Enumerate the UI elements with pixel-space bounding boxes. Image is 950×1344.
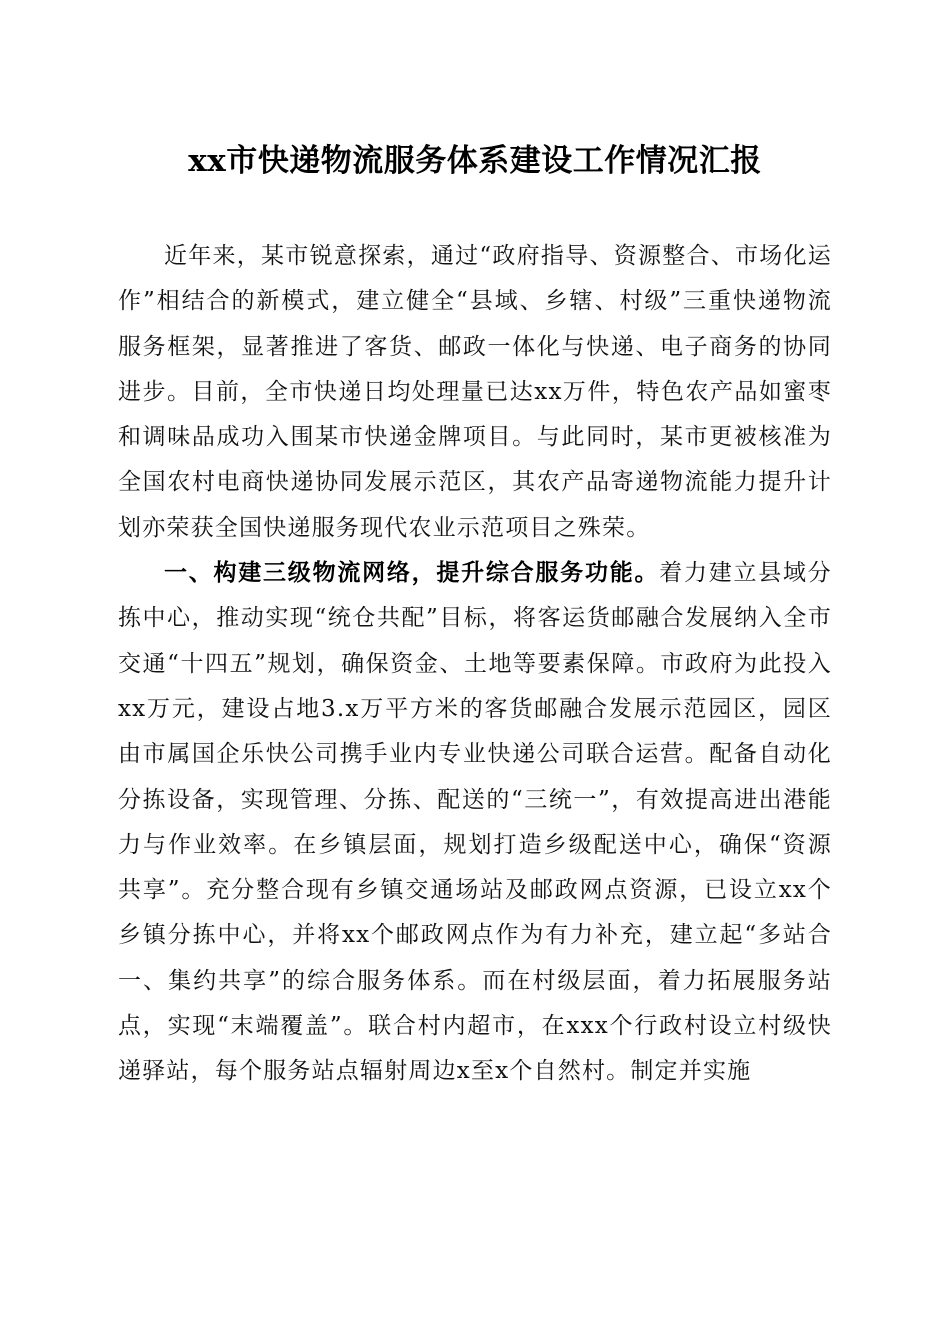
- document-body: [118, 234, 832, 1095]
- paragraph-intro: [118, 234, 832, 551]
- document-title: xx市快递物流服务体系建设工作情况汇报: [188, 143, 762, 179]
- section-one-text: 着力建立县域分拣中心，推动实现“统仓共配”目标，将客运货邮融合发展纳入全市交通“十四五”规划，确保资金、土地等要素保障。市政府为此投入xx万元，建设占地3.x万平方米的客货邮融合发展示范园区，园区由市属国企乐快公司携手业内专业快递公司联合运营。配备自动化分拣设备，实现管理、分拣、配送的“三统一”，有效提高进出港能力与作业效率。在乡镇层面，规划打造乡级配送中心，确保“资源共享”。充分整合现有乡镇交通场站及邮政网点资源，已设立xx个乡镇分拣中心，并将xx个邮政网点作为有力补充，建立起“多站合一、集约共享”的综合服务体系。而在村级层面，着力拓展服务站点，实现“末端覆盖”。联合村内超市，在xxx个行政村设立村级快递驿站，每个服务站点辐射周边x至x个自然村。制定并实施: [118, 560, 833, 1085]
- section-one-heading: 一、构建三级物流网络，提升综合服务功能。: [164, 560, 660, 587]
- paragraph-intro-text: 近年来，某市锐意探索，通过“政府指导、资源整合、市场化运作”相结合的新模式，建立健全“县域、乡辖、村级”三重快递物流服务框架，显著推进了客货、邮政一体化与快递、电子商务的协同进步。目前，全市快递日均处理量已达xx万件，特色农产品如蜜枣和调味品成功入围某市快递金牌项目。与此同时，某市更被核准为全国农村电商快递协同发展示范区，其农产品寄递物流能力提升计划亦荣获全国快递服务现代农业示范项目之殊荣。: [118, 243, 832, 541]
- paragraph-section-one: [118, 551, 832, 1095]
